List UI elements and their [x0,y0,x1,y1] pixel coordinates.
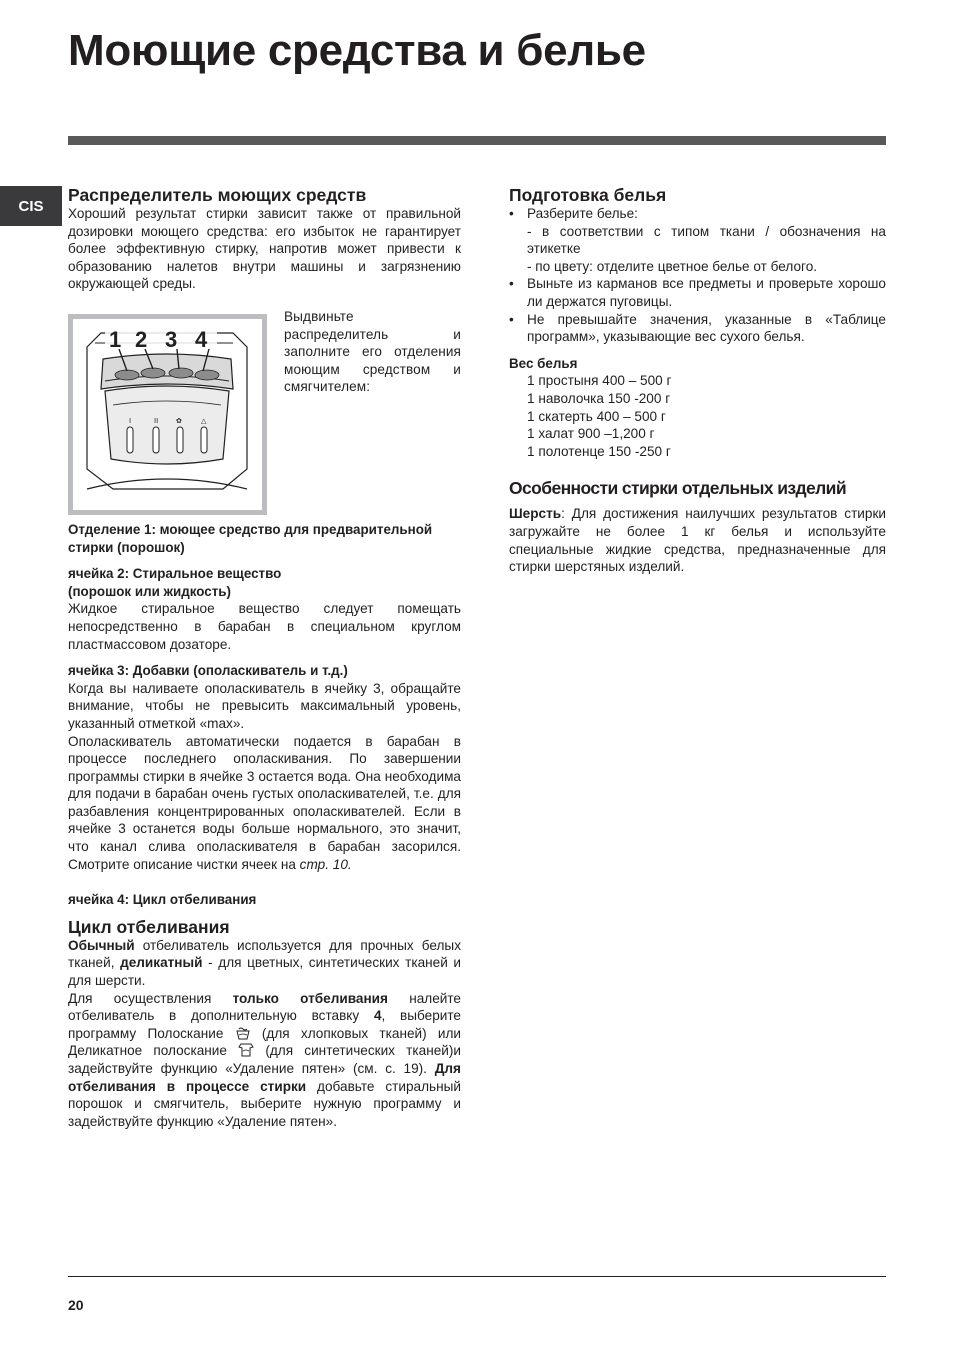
list-item [509,205,886,275]
svg-text:△: △ [201,416,207,425]
rinse-cotton-icon [235,1026,251,1040]
insert-number: 4 [373,1008,382,1024]
bleach-during-wash-label: Для отбеливания в процессе стирки [68,1061,461,1094]
detergent-dispenser-drawing [73,319,262,510]
wool-paragraph [509,505,886,575]
compartment2-title-line2: (порошок или жидкость) [68,583,231,599]
bleach-text: (для хлопковых тканей) или Деликатное полоскание [68,1025,462,1059]
prep-heading: Подготовка белья [509,185,667,205]
bleach-text: отбеливатель используется для прочных белых тканей, [68,937,461,971]
weight-item: 1 простыня 400 – 500 г [527,373,672,389]
wool-label: Шерсть [509,506,562,522]
bleach-paragraph-2 [68,990,461,1131]
compartment2-title-line1: ячейка 2: Стиральное вещество [68,566,282,582]
prep-bullet-1: • Разберите белье: [527,206,638,221]
list-item: • Выньте из карманов все предметы и проверьте хорошо ли держатся пуговицы. [509,275,886,310]
prep-list [509,205,886,346]
bleach-text: Для осуществления [68,990,233,1006]
bleach-text: , выберите программу Полоскание [68,1008,461,1041]
weight-item: 1 наволочка 150 -200 г [527,390,671,406]
wool-text: : Для достижения наилучших результатов стирки загружайте не более 1 кг белья и используйте специальные жидкие средства, предназначенные для стирки шерстяных изделий. [509,506,886,575]
compartment3-text2 [68,733,461,874]
figure-label-3: 3 [165,326,178,352]
bleach-delicate-label: деликатный [120,955,203,971]
right-column [509,185,886,576]
figure-label-4: 4 [195,326,208,352]
bleach-only-label: только отбеливания [232,990,388,1006]
rinse-synthetic-icon [238,1042,254,1057]
title-rule [68,136,886,145]
bleach-text: налейте отбеливатель в дополнительную вставку [68,990,461,1024]
prep-sub-2: - по цвету: отделите цветное белье от белого. [527,258,818,274]
dispenser-intro: Хороший результат стирки зависит также от правильной дозировки моющего средства: его избыток не гарантирует более эффективную стирку, напротив может привести к образованию налетов внутри машины и загрязнению окружающей среды. [68,206,461,292]
weight-item: 1 халат 900 –1,200 г [527,426,655,442]
footer-rule [68,1276,886,1277]
special-heading: Особенности стирки отдельных изделий [509,478,846,499]
weight-item: 1 полотенце 150 -250 г [527,443,671,459]
list-item: • Не превышайте значения, указанные в «Таблице программ», указывающие вес сухого белья. [509,311,886,346]
figure-caption: Выдвиньте распределитель и заполните его отделения моющим средством и смягчителем: [284,308,461,395]
compartment3-title: ячейка 3: Добавки (ополаскиватель и т.д.) [68,663,348,679]
left-column [68,185,461,1130]
compartment3-text1: Когда вы наливаете ополаскиватель в ячейку 3, обращайте внимание, чтобы не превысить максимальный уровень, указанный отметкой «max». [68,680,461,731]
page-reference: стр. 10. [299,856,352,872]
weight-item: 1 скатерть 400 – 500 г [527,408,666,424]
bleach-heading: Цикл отбеливания [68,916,230,937]
svg-text:✿: ✿ [176,416,182,425]
dispenser-figure [68,314,267,515]
page-title: Моющие средства и белье [68,26,646,75]
prep-sub-1: - в соответствии с типом ткани / обозначения на этикетке [527,223,886,257]
cis-language-tab: CIS [0,186,62,226]
bleach-text: - для цветных, синтетических тканей и для шерсти. [68,955,462,989]
weight-heading: Вес белья [509,355,578,371]
weight-list [509,372,886,460]
bleach-regular-label: Обычный [68,937,135,953]
compartment1-title: Отделение 1: моющее средство для предварительной стирки (порошок) [68,521,433,555]
bleach-text: (для синтетических тканей)и задействуйте функцию «Удаление пятен» (см. с. 19). [68,1043,461,1076]
page-number: 20 [68,1297,84,1313]
svg-text:II: II [154,416,159,425]
dispenser-heading: Распределитель моющих средств [68,185,367,205]
bleach-text: добавьте стиральный порошок и смягчитель, выберите нужную программу и задействуйте функцию «Удаление пятен». [68,1078,461,1129]
compartment3-text2-body: Ополаскиватель автоматически подается в барабан в процессе последнего ополаскивания. По завершении программы стирки в ячейке 3 остается вода. Она необходима для подачи в барабан очень густых ополаскивателей, т.е. для разбавления концентрированных ополаскивателей. Если в ячейке 3 останется воды больше нормального, это значит, что канал слива ополаскивателя в барабан засорился. Смотрите описание чистки ячеек на [68,733,461,872]
figure-label-2: 2 [135,326,148,352]
figure-label-1: 1 [109,326,122,352]
compartment4-title: ячейка 4: Цикл отбеливания [68,892,257,908]
bleach-paragraph-1 [68,937,461,990]
dispenser-figure-row [68,308,461,515]
compartment2-text: Жидкое стиральное вещество следует помещать непосредственно в барабан в специальном круглом пластмассовом дозаторе. [68,601,461,652]
svg-text:I: I [129,416,132,425]
